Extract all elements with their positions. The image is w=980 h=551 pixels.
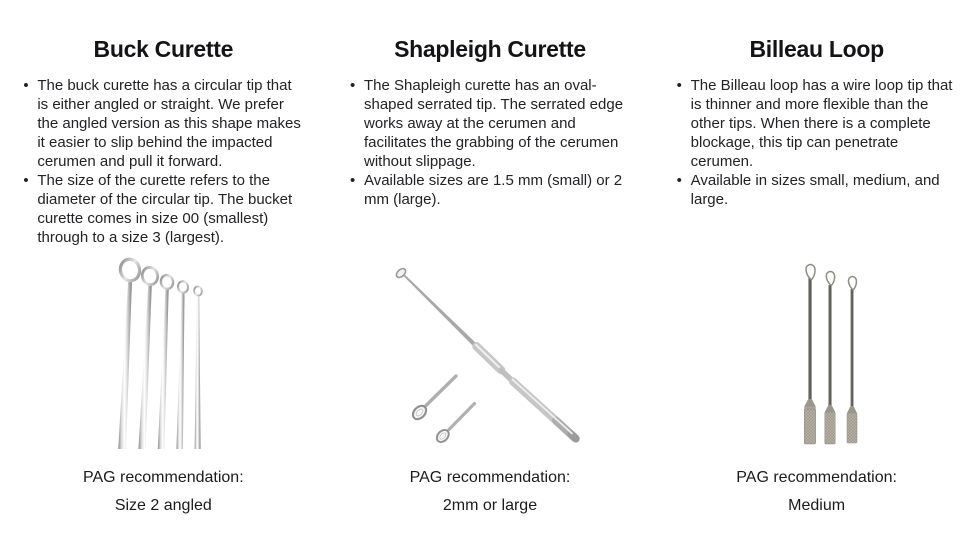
bullet-item: • Available in sizes small, medium, and large. [676, 171, 958, 209]
bullet-item: • Available sizes are 1.5 mm (small) or 2 mm (large). [349, 171, 631, 209]
column-buck-curette [0, 0, 327, 551]
shapleigh-curette-title: Shapleigh Curette [394, 36, 586, 62]
bullet-item: • The Shapleigh curette has an oval-shaped serrated tip. The serrated edge works away at the cerumen and facilitates the grabbing of the cerumen without slippage. [349, 76, 631, 171]
buck-curettes-photo [113, 256, 213, 449]
billeau-loop-image-box [653, 246, 980, 458]
buck-curette-bullets [22, 76, 304, 246]
shapleigh-curette-bullets [349, 76, 631, 246]
buck-curette-title: Buck Curette [93, 36, 234, 62]
buck-curette-image-box [0, 246, 327, 458]
buck-curette-recommendation [83, 467, 244, 516]
billeau-loop-title: Billeau Loop [749, 36, 884, 62]
recommendation-label: PAG recommendation: [736, 469, 897, 486]
recommendation-label: PAG recommendation: [82, 469, 244, 486]
shapleigh-curette-recommendation [410, 467, 571, 516]
shapleigh-curette-image-box [327, 246, 654, 458]
billeau-loop-recommendation [736, 467, 897, 516]
column-shapleigh-curette [327, 0, 654, 551]
bullet-item: • The buck curette has a circular tip that is either angled or straight. We prefer the angled version as this shape makes it easier to slip behind the impacted cerumen and pull it forward. [22, 76, 304, 171]
recommendation-label: PAG recommendation: [409, 469, 571, 486]
column-billeau-loop [653, 0, 980, 551]
recommendation-value: 2mm or large [442, 497, 538, 514]
billeau-loops-photo [774, 259, 884, 445]
bullet-item: • The size of the curette refers to the diameter of the circular tip. The bucket curette comes in size 00 (smallest) through to a size 3 (largest). [22, 171, 304, 247]
shapleigh-curette-photo [390, 254, 590, 450]
recommendation-value: Medium [788, 497, 846, 514]
billeau-loop-bullets [676, 76, 958, 246]
recommendation-value: Size 2 angled [114, 497, 212, 514]
bullet-item: • The Billeau loop has a wire loop tip that is thinner and more flexible than the other tips. When there is a complete blockage, this tip can penetrate cerumen. [676, 76, 958, 171]
